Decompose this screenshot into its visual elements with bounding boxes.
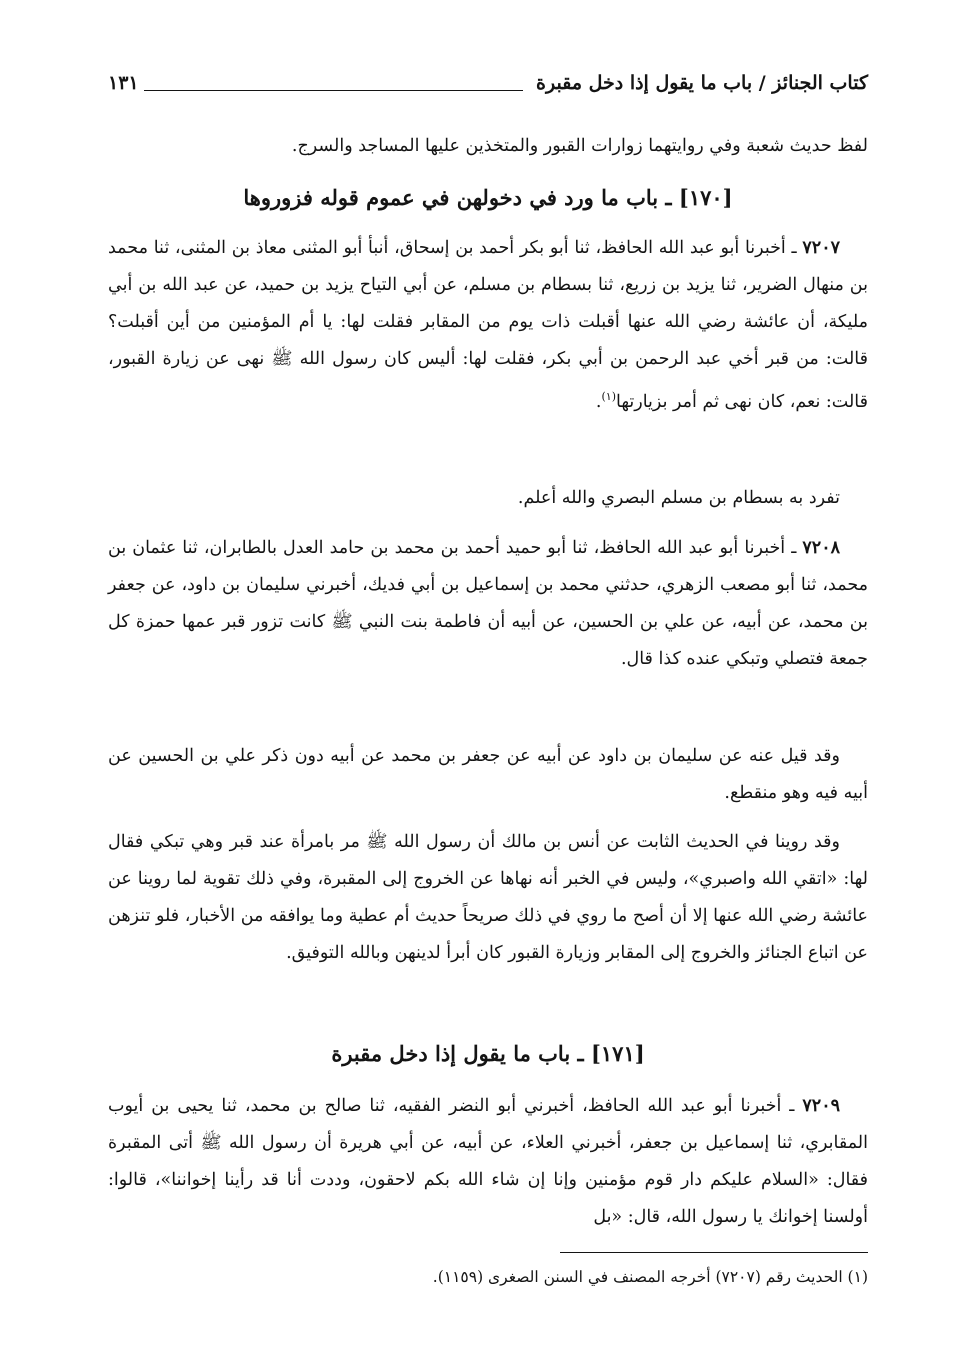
intro-text: لفظ حديث شعبة وفي روايتهما زوارات القبور والمتخذين عليها المساجد والسرج.	[291, 136, 868, 156]
chapter-heading-171: [١٧١] ـ باب ما يقول إذا دخل مقبرة	[331, 1041, 645, 1066]
hadith-number: ٧٢٠٩	[802, 1096, 840, 1116]
waqad-qila-paragraph	[108, 738, 868, 812]
hadith-body: ـ أخبرنا أبو عبد الله الحافظ، أخبرني أبو النضر الفقيه، ثنا صالح بن محمد، ثنا يحيى بن أيوب المقابري، ثنا إسماعيل بن جعفر، أخبرني العلاء، عن أبيه، عن أبي هريرة أن رسول الله ﷺ أتى المقبرة فقال: «السلام عليكم دار قوم مؤمنين وإنا إن شاء الله بكم لاحقون، وددت أنا قد رأينا إخواننا»، قالوا: أولسنا إخوانك يا رسول الله، قال: «بل	[108, 1096, 868, 1227]
running-head	[108, 66, 868, 110]
hadith-body: ـ أخبرنا أبو عبد الله الحافظ، ثنا أبو حميد أحمد بن محمد بن حامد العدل بالطابران، ثنا عثمان بن محمد، ثنا أبو مصعب الزهري، حدثني محمد بن إسماعيل بن أبي فديك، أخبرني سليمان بن داود، عن جعفر بن محمد، عن أبيه، عن علي بن الحسين، عن أبيه أن فاطمة بنت النبي ﷺ كانت تزور قبر عمها حمزة كل جمعة فتصلي وتبكي عنده كذا قال.	[108, 538, 868, 669]
hadith-body: ـ أخبرنا أبو عبد الله الحافظ، ثنا أبو بكر أحمد بن إسحاق، أنبأ أبو المثنى معاذ بن المثنى، ثنا محمد بن منهال الضرير، ثنا يزيد بن زريع، ثنا بسطام بن مسلم، عن أبي التياح يزيد بن حميد، عن عبد الله بن أبي مليكة، أن عائشة رضي الله عنها أقبلت ذات يوم من المقابر فقلت لها: يا أم المؤمنين من أين أقبلت؟ قالت: من قبر أخي عبد الرحمن بن أبي بكر، فقلت لها: أليس كان رسول الله ﷺ نهى عن زيارة القبور، قالت: نعم، كان نهى ثم أمر بزيارتها	[108, 238, 868, 412]
hadith-7208	[108, 530, 868, 678]
tafarrad-paragraph	[108, 480, 868, 517]
hadith-7209	[108, 1088, 868, 1236]
footnote-rule	[560, 1252, 868, 1253]
page-number: ١٣١	[108, 72, 139, 94]
hadith-7208-text	[108, 530, 868, 678]
waqad-rawayna-text: وقد روينا في الحديث الثابت عن أنس بن مالك أن رسول الله ﷺ مر بامرأة عند قبر وهي تبكي فقال لها: «اتقي الله واصبري»، وليس في الخبر أنه نهاها عن الخروج إلى المقبرة، وفي ذلك تقوية لما روينا عن عائشة رضي الله عنها إلا أن أصح ما روي في ذلك صريحاً حديث أم عطية وما يوافقه من الأخبار، فلو تنزهن عن اتباع الجنائز والخروج إلى المقابر وزيارة القبور كان أبرأ لدينهن وبالله التوفيق.	[108, 832, 868, 963]
hadith-7207	[108, 230, 868, 421]
hadith-number: ٧٢٠٨	[802, 538, 840, 558]
header-rule	[144, 90, 523, 91]
hadith-7207-text	[108, 230, 868, 421]
hadith-end: .	[595, 391, 602, 412]
running-head-title: كتاب الجنائز / باب ما يقول إذا دخل مقبرة	[536, 72, 868, 94]
footnote: (١) الحديث رقم (٧٢٠٧) أخرجه المصنف في السنن الصغرى (١١٥٩).	[432, 1268, 868, 1286]
waqad-qila-text: وقد قيل عنه عن سليمان بن داود عن أبيه عن جعفر بن محمد عن أبيه دون ذكر علي بن الحسين عن أبيه فيه وهو منقطع.	[108, 746, 868, 803]
waqad-rawayna-paragraph	[108, 824, 868, 972]
hadith-7209-text	[108, 1088, 868, 1236]
tafarrad-text: تفرد به بسطام بن مسلم البصري والله أعلم.	[517, 488, 840, 508]
footnote-marker: (١)	[601, 390, 616, 403]
intro-paragraph	[108, 128, 868, 165]
hadith-number: ٧٢٠٧	[802, 238, 840, 258]
chapter-heading-170: [١٧٠] ـ باب ما ورد في دخولهن في عموم قوله فزوروها	[243, 185, 733, 210]
